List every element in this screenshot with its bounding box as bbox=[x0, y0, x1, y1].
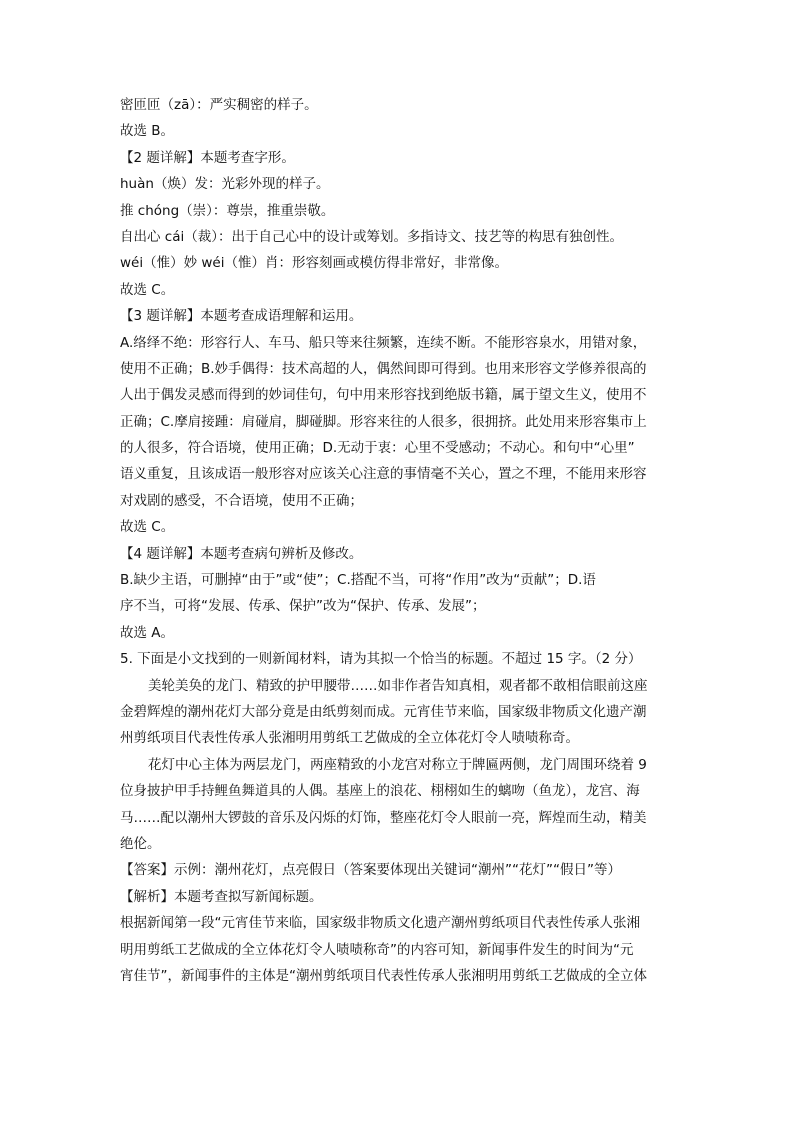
text-line: 推 chóng（崇）：尊崇，推重崇敬。 bbox=[120, 202, 335, 219]
section-heading: 【2 题详解】本题考查字形。 bbox=[120, 149, 295, 166]
text-line: huàn（焕）发：光彩外现的样子。 bbox=[120, 176, 330, 193]
text-line: 对戏剧的感受，不合语境，使用不正确； bbox=[120, 492, 363, 509]
text-line: 语义重复，且该成语一般形容对应该关心注意的事情毫不关心，置之不理，不能用来形容 bbox=[120, 466, 647, 483]
answer-line: 【答案】示例：潮州花灯，点亮假日（答案要体现出关键词“潮州”“花灯”“假日”等） bbox=[120, 862, 621, 879]
text-line: A.络绎不绝：形容行人、车马、船只等来往频繁，连续不断。不能形容泉水，用错对象， bbox=[120, 334, 647, 351]
text-line: 故选 C。 bbox=[120, 281, 175, 298]
news-paragraph-line: 马……配以潮州大锣鼓的音乐及闪烁的灯饰，整座花灯令人眼前一亮，辉煌而生动，精美 bbox=[120, 809, 647, 826]
text-line: 故选 A。 bbox=[120, 624, 175, 641]
news-paragraph-line: 美轮美奂的龙门、精致的护甲腰带……如非作者告知真相，观者都不敢相信眼前这座 bbox=[148, 677, 648, 694]
text-line: wéi（惟）妙 wéi（惟）肖：形容刻画或模仿得非常好，非常像。 bbox=[120, 255, 508, 272]
text-line: 自出心 cái（裁）：出于自己心中的设计或筹划。多指诗文、技艺等的构思有独创性。 bbox=[120, 228, 623, 245]
text-line: 故选 B。 bbox=[120, 123, 175, 140]
text-line: 人出于偶发灵感而得到的妙词佳句，句中用来形容找到绝版书籍，属于望文生义，使用不 bbox=[120, 387, 647, 404]
text-line: 明用剪纸工艺做成的全立体花灯令人啧啧称奇”的内容可知，新闻事件发生的时间为“元 bbox=[120, 941, 634, 958]
news-paragraph-line: 绝伦。 bbox=[120, 835, 161, 852]
news-paragraph-line: 位身披护甲手持鲤鱼舞道具的人偶。基座上的浪花、栩栩如生的螭吻（鱼龙），龙宫、海 bbox=[120, 783, 640, 800]
news-paragraph-line: 金碧辉煌的潮州花灯大部分竟是由纸剪刻而成。元宵佳节来临，国家级非物质文化遗产潮 bbox=[120, 703, 647, 720]
text-line: 正确；C.摩肩接踵：肩碰肩，脚碰脚。形容来往的人很多，很拥挤。此处用来形容集市上 bbox=[120, 413, 647, 430]
text-line: 根据新闻第一段“元宵佳节来临，国家级非物质文化遗产潮州剪纸项目代表性传承人张湘 bbox=[120, 915, 640, 932]
document-page bbox=[120, 92, 680, 989]
analysis-heading: 【解析】本题考查拟写新闻标题。 bbox=[120, 888, 323, 905]
text-line: 使用不正确；B.妙手偶得：技术高超的人，偶然间即可得到。也用来形容文学修养很高的 bbox=[120, 360, 647, 377]
question-line: 5. 下面是小文找到的一则新闻材料，请为其拟一个恰当的标题。不超过 15 字。（2 分） bbox=[120, 651, 642, 668]
section-heading: 【4 题详解】本题考查病句辨析及修改。 bbox=[120, 545, 363, 562]
section-heading: 【3 题详解】本题考查成语理解和运用。 bbox=[120, 308, 363, 325]
news-paragraph-line: 州剪纸项目代表性传承人张湘明用剪纸工艺做成的全立体花灯令人啧啧称奇。 bbox=[120, 730, 579, 747]
text-line: 序不当，可将“发展、传承、保护”改为“保护、传承、发展”； bbox=[120, 598, 486, 615]
text-line: 故选 C。 bbox=[120, 519, 175, 536]
text-line: 宵佳节”，新闻事件的主体是“潮州剪纸项目代表性传承人张湘明用剪纸工艺做成的全立体 bbox=[120, 967, 647, 984]
news-paragraph-line: 花灯中心主体为两层龙门，两座精致的小龙宫对称立于牌匾两侧，龙门周围环绕着 9 bbox=[148, 756, 647, 773]
text-line: 的人很多，符合语境，使用正确；D.无动于衷：心里不受感动；不动心。和句中“心里” bbox=[120, 440, 635, 457]
text-line: B.缺少主语，可删掉“由于”或“使”；C.搭配不当，可将“作用”改为“贡献”；D.语 bbox=[120, 572, 596, 589]
text-line: 密匝匝（zā）：严实稠密的样子。 bbox=[120, 97, 318, 113]
